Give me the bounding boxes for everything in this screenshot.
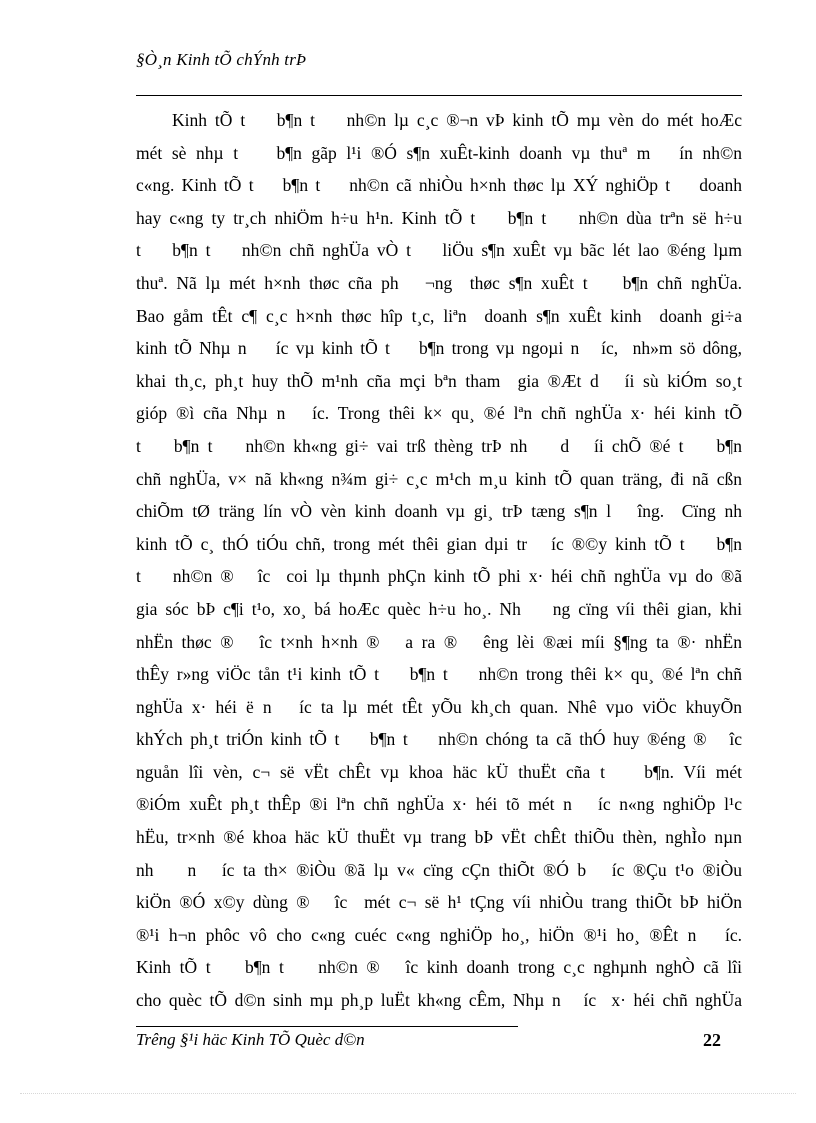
text-line: nh n íc ta th× ®iÒu ®ã lµ v« cïng cÇn thiÕt ®Ó b íc ®Çu t¹o ®iÒu: [136, 859, 742, 880]
text-line: c«ng. Kinh tÕ t b¶n t nh©n cã nhiÒu h×nh thøc lµ XÝ nghiÖp t doanh: [136, 175, 742, 196]
text-line: nguån lîi vèn, c¬ së vËt chÊt vµ khoa häc kÜ thuËt cña t b¶n. Víi mét: [136, 761, 742, 782]
text-line: khai th¸c, ph¸t huy thÕ m¹nh cña mçi bªn tham gia ®Æt d íi sù kiÓm so¸t: [136, 370, 742, 391]
text-line: hay c«ng ty tr¸ch nhiÖm h÷u h¹n. Kinh tÕ t b¶n t nh©n dùa trªn së h÷u: [136, 207, 742, 228]
running-header: §Ò¸n Kinh tÕ chÝnh trÞ: [136, 50, 307, 69]
running-footer: Trêng §¹i häc Kinh TÕ Quèc d©n: [136, 1030, 365, 1049]
text-line: mét sè nhµ t b¶n gãp l¹i ®Ó s¶n xuÊt-kinh doanh vµ thuª m ín nh©n: [136, 142, 742, 163]
text-line: Kinh tÕ t b¶n t nh©n lµ c¸c ®¬n vÞ kinh tÕ mµ vèn do mét hoÆc: [172, 110, 742, 130]
text-line: kinh tÕ c¸ thÓ tiÓu chñ, trong mét thêi gian dµi tr íc ®©y kinh tÕ t b¶n: [136, 533, 742, 554]
text-line: t b¶n t nh©n chñ nghÜa vÒ t liÖu s¶n xuÊt vµ bãc lét lao ®éng lµm: [136, 240, 742, 261]
text-line: chiÕm tØ träng lín vÒ vèn kinh doanh vµ gi¸ trÞ tæng s¶n l îng. Cïng nh: [136, 501, 742, 522]
text-line: Bao gåm tÊt c¶ c¸c h×nh thøc hîp t¸c, liªn doanh s¶n xuÊt kinh doanh gi÷a: [136, 305, 742, 326]
text-line: gióp ®ì cña Nhµ n íc. Trong thêi k× qu¸ ®é lªn chñ nghÜa x· héi kinh tÕ: [136, 403, 742, 424]
text-line: ®¹i h¬n phôc vô cho c«ng cuéc c«ng nghiÖp ho¸, hiÖn ®¹i ho¸ ®Êt n íc.: [136, 924, 742, 945]
text-line: kiÖn ®Ó x©y dùng ® îc mét c¬ së h¹ tÇng víi nhiÒu trang thiÕt bÞ hiÖn: [136, 892, 742, 913]
page-edge-divider: [20, 1093, 796, 1094]
text-line: kinh tÕ Nhµ n íc vµ kinh tÕ t b¶n trong vµ ngoµi n íc, nh»m sö dông,: [136, 338, 742, 359]
text-line: Kinh tÕ t b¶n t nh©n ® îc kinh doanh trong c¸c nghµnh nghÒ cã lîi: [136, 957, 742, 978]
text-line: khÝch ph¸t triÓn kinh tÕ t b¶n t nh©n chóng ta cã thÓ huy ®éng ® îc: [136, 729, 742, 750]
header-divider: [136, 95, 742, 96]
text-line: thuª. Nã lµ mét h×nh thøc cña ph ¬ng thøc s¶n xuÊt t b¶n chñ nghÜa.: [136, 272, 742, 293]
text-line: hËu, tr×nh ®é khoa häc kÜ thuËt vµ trang bÞ vËt chÊt thiÕu thèn, nghÌo nµn: [136, 827, 742, 848]
page-number: 22: [703, 1030, 721, 1050]
text-line: t b¶n t nh©n kh«ng gi÷ vai trß thèng trÞ nh d íi chÕ ®é t b¶n: [136, 435, 742, 456]
text-line: nhËn thøc ® îc t×nh h×nh ® a ra ® êng lèi ®æi míi §¶ng ta ®· nhËn: [136, 631, 742, 652]
footer-divider: [136, 1026, 518, 1027]
text-line: gia sóc bÞ c¶i t¹o, xo¸ bá hoÆc quèc h÷u ho¸. Nh ng cïng víi thêi gian, khi: [136, 598, 742, 619]
text-line: ®iÓm xuÊt ph¸t thÊp ®i lªn chñ nghÜa x· héi tõ mét n íc n«ng nghiÖp l¹c: [136, 794, 742, 815]
body-paragraph: [136, 104, 742, 1017]
text-line: nghÜa x· héi ë n íc ta lµ mét tÊt yÕu kh¸ch quan. Nhê vµo viÖc khuyÕn: [136, 696, 742, 717]
text-line: thÊy r»ng viÖc tån t¹i kinh tÕ t b¶n t nh©n trong thêi k× qu¸ ®é lªn chñ: [136, 664, 742, 685]
text-line: cho quèc tÕ d©n sinh mµ ph¸p luËt kh«ng cÊm, Nhµ n íc x· héi chñ nghÜa: [136, 990, 742, 1011]
text-line: t nh©n ® îc coi lµ thµnh phÇn kinh tÕ phi x· héi chñ nghÜa vµ do ®ã: [136, 566, 742, 587]
text-line: chñ nghÜa, v× nã kh«ng n¾m gi÷ c¸c m¹ch m¸u kinh tÕ quan träng, đi nã cßn: [136, 468, 742, 489]
